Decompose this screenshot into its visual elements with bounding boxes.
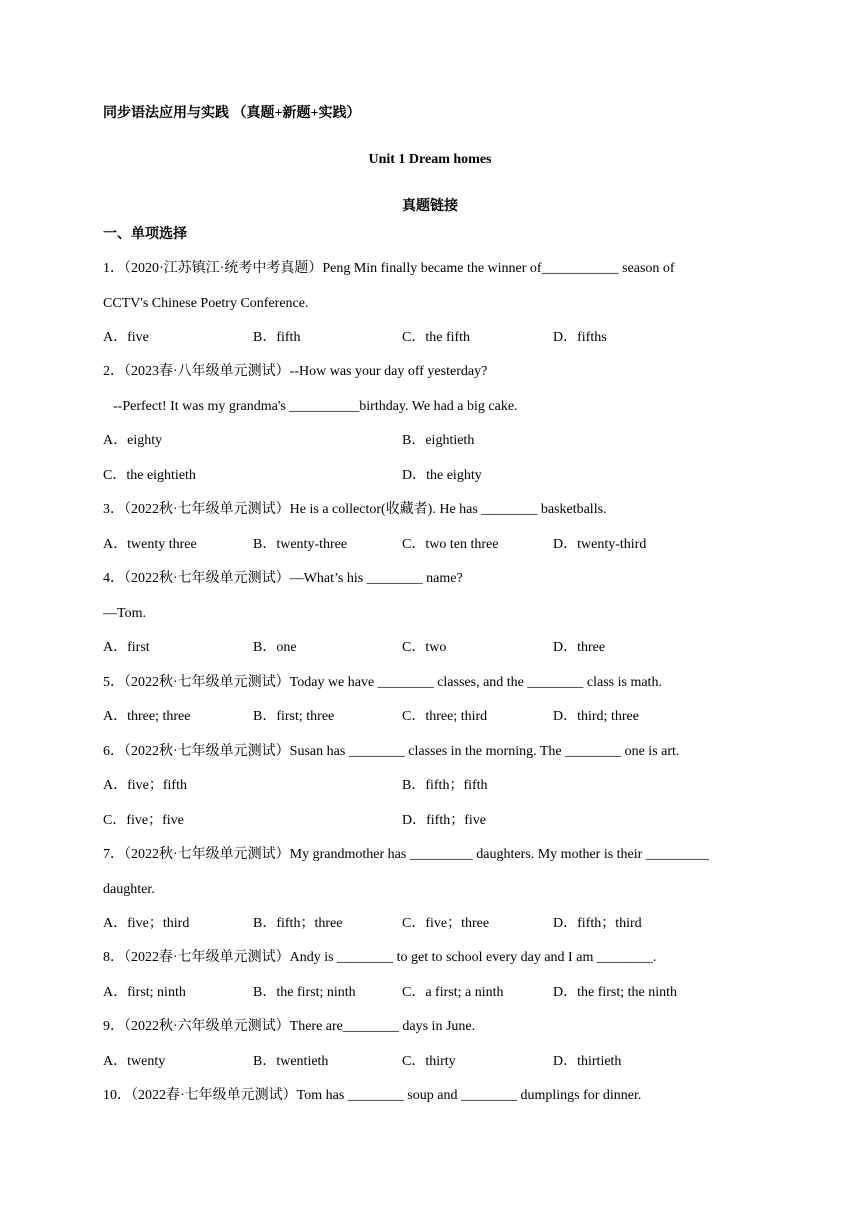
option-b[interactable]: B．fifth [253,330,301,345]
option-b[interactable]: B．the first; ninth [253,985,356,1000]
question-5-stem: 5．（2022秋·七年级单元测试）Today we have ________ classes, and the ________ class is math. [103,675,662,690]
question-1-options [103,329,763,347]
question-7-stem: 7．（2022秋·七年级单元测试）My grandmother has _________ daughters. My mother is their _________ [103,847,709,862]
option-a[interactable]: A．first; ninth [103,985,186,1000]
part-heading: 一、单项选择 [103,227,187,242]
option-a[interactable]: A．five [103,330,149,345]
option-c[interactable]: C．two [402,640,447,655]
option-d[interactable]: D．the eighty [402,468,482,483]
option-c[interactable]: C．five；five [103,813,184,828]
question-7-options [103,915,763,933]
question-2-options-row1 [103,432,763,450]
question-2-stem-cont: --Perfect! It was my grandma's __________birthday. We had a big cake. [113,399,518,414]
option-b[interactable]: B．fifth；three [253,916,343,931]
question-4-options [103,639,763,657]
option-c[interactable]: C．the eightieth [103,468,196,483]
option-b[interactable]: B．one [253,640,297,655]
option-a[interactable]: A．five；third [103,916,190,931]
option-a[interactable]: A．first [103,640,150,655]
option-b[interactable]: B．eightieth [402,433,475,448]
question-1-stem: 1．（2020·江苏镇江·统考中考真题）Peng Min finally became the winner of___________ season of [103,261,675,276]
option-c[interactable]: C．three; third [402,709,488,724]
option-d[interactable]: D．three [553,640,606,655]
option-d[interactable]: D．fifths [553,330,607,345]
question-10-stem: 10．（2022春·七年级单元测试）Tom has ________ soup and ________ dumplings for dinner. [103,1088,642,1103]
unit-title: Unit 1 Dream homes [368,152,492,167]
question-4-stem: 4．（2022秋·七年级单元测试）—What’s his ________ name? [103,571,463,586]
question-9-options [103,1053,763,1071]
option-b[interactable]: B．first; three [253,709,335,724]
question-8-stem: 8．（2022春·七年级单元测试）Andy is ________ to get to school every day and I am ________. [103,950,657,965]
option-d[interactable]: D．twenty-third [553,537,647,552]
question-5-options [103,708,763,726]
question-2-stem: 2．（2023春·八年级单元测试）--How was your day off yesterday? [103,364,488,379]
option-d[interactable]: D．fifth；five [402,813,486,828]
option-c[interactable]: C．thirty [402,1054,456,1069]
option-c[interactable]: C．a first; a ninth [402,985,504,1000]
document-header: 同步语法应用与实践 （真题+新题+实践） [103,106,361,121]
question-6-stem: 6．（2022秋·七年级单元测试）Susan has ________ classes in the morning. The ________ one is art. [103,744,680,759]
question-7-stem-cont: daughter. [103,882,155,897]
option-b[interactable]: B．fifth；fifth [402,778,488,793]
option-a[interactable]: A．three; three [103,709,191,724]
question-3-stem: 3．（2022秋·七年级单元测试）He is a collector(收藏者). He has ________ basketballs. [103,502,607,517]
option-d[interactable]: D．thirtieth [553,1054,622,1069]
option-a[interactable]: A．eighty [103,433,163,448]
option-d[interactable]: D．third; three [553,709,639,724]
option-c[interactable]: C．five；three [402,916,490,931]
question-9-stem: 9．（2022秋·六年级单元测试）There are________ days in June. [103,1019,476,1034]
option-d[interactable]: D．the first; the ninth [553,985,678,1000]
option-a[interactable]: A．twenty [103,1054,166,1069]
question-6-options-row1 [103,777,763,795]
option-c[interactable]: C．the fifth [402,330,471,345]
option-a[interactable]: A．twenty three [103,537,197,552]
option-b[interactable]: B．twenty-three [253,537,348,552]
question-1-stem-cont: CCTV's Chinese Poetry Conference. [103,296,309,311]
question-8-options [103,984,763,1002]
option-a[interactable]: A．five；fifth [103,778,187,793]
question-2-options-row2 [103,467,763,485]
section-title: 真题链接 [402,199,458,214]
option-d[interactable]: D．fifth；third [553,916,642,931]
option-b[interactable]: B．twentieth [253,1054,329,1069]
question-3-options [103,536,763,554]
question-4-stem-cont: —Tom. [103,606,146,621]
question-6-options-row2 [103,812,763,830]
option-c[interactable]: C．two ten three [402,537,499,552]
